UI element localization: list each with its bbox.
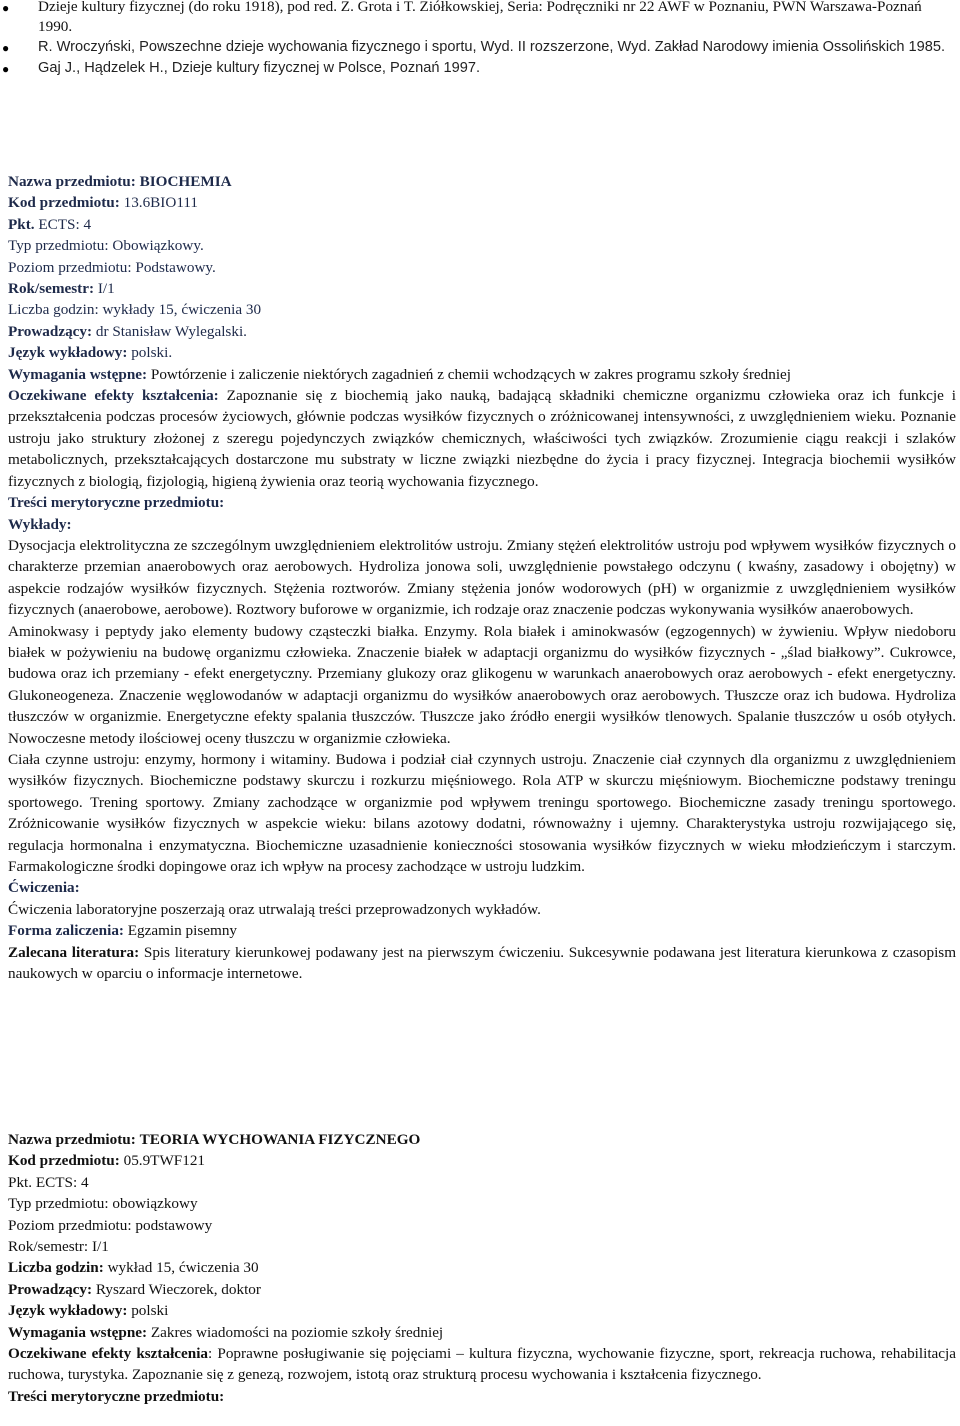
course-year: Rok/semestr: I/1 xyxy=(8,1238,109,1256)
course-ects: Pkt. ECTS: 4 xyxy=(8,1173,89,1191)
course-assessment: Forma zaliczenia: Egzamin pisemny xyxy=(8,922,238,940)
course-prereq: Wymagania wstępne: Powtórzenie i zaliczenie niektórych zagadnień z chemii wchodzących w zakres programu szkoły średniej xyxy=(8,365,792,383)
content-heading: Treści merytoryczne przedmiotu: xyxy=(8,1387,225,1405)
lecture-paragraph: Dysocjacja elektrolityczna ze szczególnym uwzględnieniem elektrolitów ustroju. Zmiany stężeń elektrolitów ustroju pod wpływem wysiłków fizycznych o charakterze przemian anaerobowych oraz aerobowych. Hydroliza jonowa soli, uwzględnienie powstałego odczynu ( kwaśny, zasadowy i obojętny) w aspekcie rodzajów wysiłków fizycznych. Stężenia roztworów. Zmiany stężenia jonów wodorowych (pH) w organizmie z uwzględnieniem wysiłków fizycznych (anaerobowe, aerobowe). Roztwory buforowe w organizmie, ich rodzaje oraz znaczenie podczas wykonywania wysiłków anaerobowych. xyxy=(8,536,956,619)
lecture-paragraph: Ciała czynne ustroju: enzymy, hormony i witaminy. Budowa i podział ciał czynnych ustroju. Znaczenie ciał czynnych dla organizmu z uwzględnieniem wysiłków fizycznych. Biochemiczne podstawy skurczu i rozkurzu mięśniowego. Rola ATP w skurczu mięśniowym. Biochemiczne podstawy treningu sportowego. Trening sportowy. Zmiany zachodzące w organizmie pod wpływem treningu sportowego. Biochemiczne zasady treningu sportowego. Zróżnicowanie wysiłków fizycznych w aspekcie wieku: bilans azotowy dodatni, równoważny i ujemny. Charakterystyka ustroju rozwijającego się, regulacja hormonalna i enzymatyczna. Biochemiczne uzasadnienie konieczności stosowania wysiłków fizycznych w wieku młodzieńczym i starczym. Farmakologiczne środki dopingowe oraz ich wpływ na procesy zachodzące w ustroju ludzkim. xyxy=(8,750,956,875)
course-code: Kod przedmiotu: 05.9TWF121 xyxy=(8,1152,206,1170)
course-language: Język wykładowy: polski. xyxy=(8,344,173,362)
course-hours: Liczba godzin: wykład 15, ćwiczenia 30 xyxy=(8,1259,259,1277)
course-type: Typ przedmiotu: Obowiązkowy. xyxy=(8,237,204,255)
course-biochemia xyxy=(8,171,956,984)
course-language: Język wykładowy: polski xyxy=(8,1302,169,1320)
bullet-icon: ● xyxy=(2,62,10,77)
course-year: Rok/semestr: I/1 xyxy=(8,280,115,298)
course-outcomes: Oczekiwane efekty kształcenia: Zapoznanie się z biochemią jako nauką, badającą składniki chemiczne organizmu człowieka oraz ich funkcje i przekształcenia podczas procesów życiowych, głównie podczas wysiłków fizycznych o zróżnicowanej intensywności, z uwzględnieniem wieku. Poznanie ustroju jako struktury złożonej z szeregu pojedynczych związków chemicznych, właściwości tych związków. Zrozumienie ciągu reakcji i szlaków metabolicznych, przekształcających dostarczone mu substraty w liczne związki niezbędne do życia i pracy fizycznej. Integracja biochemii wysiłków fizycznych z biologią, fizjologią, higieną żywienia oraz teorią wychowania fizycznego. xyxy=(8,387,957,490)
list-item: ● Gaj J., Hądzelek H., Dzieje kultury fizycznej w Polsce, Poznań 1997. xyxy=(2,60,481,77)
references-list xyxy=(0,0,950,80)
course-name: Nazwa przedmiotu: BIOCHEMIA xyxy=(8,173,232,190)
lectures-heading: Wykłady: xyxy=(8,515,72,533)
course-name: Nazwa przedmiotu: TEORIA WYCHOWANIA FIZYCZNEGO xyxy=(8,1131,421,1148)
course-prereq: Wymagania wstępne: Zakres wiadomości na poziomie szkoły średniej xyxy=(8,1323,444,1341)
course-lecturer: Prowadzący: dr Stanisław Wylegalski. xyxy=(8,322,247,340)
course-literature: Zalecana literatura: Spis literatury kierunkowej podawany jest na pierwszym ćwiczeniu. Sukcesywnie podawana jest literatura kierunkowa z czasopism naukowych w oparciu o informacje internetowe. xyxy=(8,943,957,983)
course-lecturer: Prowadzący: Ryszard Wieczorek, doktor xyxy=(8,1280,261,1298)
exercises-heading: Ćwiczenia: xyxy=(8,879,80,897)
course-level: Poziom przedmiotu: Podstawowy. xyxy=(8,258,216,276)
lecture-paragraph: Aminokwasy i peptydy jako elementy budowy cząsteczki białka. Enzymy. Rola białek i aminokwasów (egzogennych) w żywieniu. Wpływ niedoboru białek w pożywieniu na budowę organizmu człowieka. Znaczenie białek w adaptacji organizmu do wysiłków fizycznych - „ślad białkowy”. Cukrowce, budowa oraz ich przemiany - efekt energetyczny. Przemiany glukozy oraz glikogenu w warunkach anaerobowych oraz aerobowych - efekt energetyczny. Glukoneogeneza. Znaczenie węglowodanów w adaptacji organizmu do wysiłków anaerobowych oraz aerobowych. Tłuszcze oraz ich budowa. Hydroliza tłuszczów w organizmie. Energetyczne efekty spalania tłuszczów. Tłuszcze jako źródło energii wysiłków tlenowych. Spalanie tłuszczów u osób otyłych. Nowoczesne metody ilościowej oceny tłuszczu w organizmie człowieka. xyxy=(8,622,956,747)
list-item: ● R. Wroczyński, Powszechne dzieje wychowania fizycznego i sportu, Wyd. II rozszerzone, Wyd. Zakład Narodowy imienia Ossolińskich 1985. xyxy=(2,39,946,55)
course-code: Kod przedmiotu: 13.6BIO111 xyxy=(8,194,198,212)
bullet-icon: ● xyxy=(2,41,10,55)
course-outcomes: Oczekiwane efekty kształcenia: Poprawne posługiwanie się pojęciami – kultura fizyczna, wychowanie fizyczne, sport, rekreacja ruchowa, rehabilitacja ruchowa, turystyka. Zapoznanie się z genezą, rozwojem, istotą oraz strukturą procesu wychowania i kształcenia fizycznego. xyxy=(8,1345,956,1384)
exercises-text: Ćwiczenia laboratoryjne poszerzają oraz utrwalają treści przeprowadzonych wykładów. xyxy=(8,900,541,918)
course-type: Typ przedmiotu: obowiązkowy xyxy=(8,1195,198,1213)
content-heading: Treści merytoryczne przedmiotu: xyxy=(8,494,225,512)
bullet-icon: ● xyxy=(2,1,10,15)
course-hours: Liczba godzin: wykłady 15, ćwiczenia 30 xyxy=(8,301,262,319)
course-ects: Pkt. ECTS: 4 xyxy=(8,215,92,233)
course-level: Poziom przedmiotu: podstawowy xyxy=(8,1216,213,1234)
list-item: ● Dzieje kultury fizycznej (do roku 1918), pod red. Z. Grota i T. Ziółkowskiej, Seria: Podręczniki nr 22 AWF w Poznaniu, PWN Warszawa-Poznań 1990. xyxy=(2,0,922,35)
course-teoria-wychowania-fizycznego xyxy=(8,1129,956,1407)
